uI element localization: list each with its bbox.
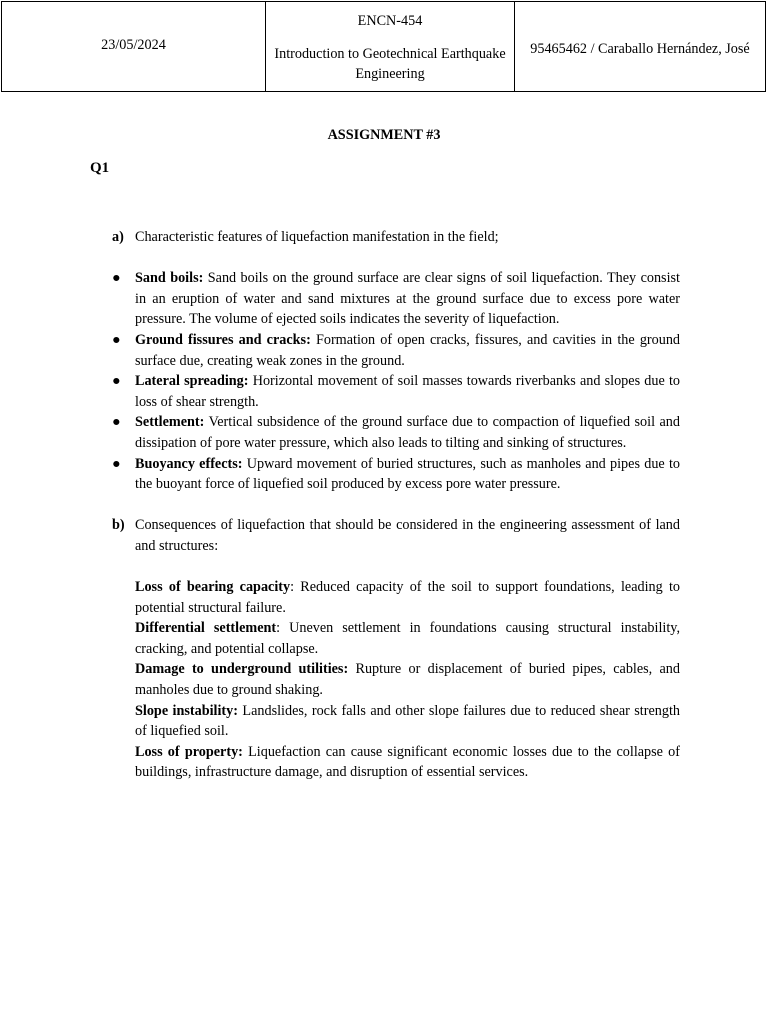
consequence-text: : Reduced capacity of the soil to support foundations, leading to potential structural failure. (135, 579, 680, 616)
bullet-term: Sand boils: (135, 270, 204, 287)
list-item (90, 412, 680, 453)
bullet-text: Horizontal movement of soil masses towards riverbanks and slopes due to loss of shear strength. (135, 373, 681, 410)
consequence-item (90, 577, 680, 618)
bullet-icon: ● (112, 414, 121, 431)
course-code: ENCN-454 (357, 13, 423, 29)
consequence-term: Slope instability: (135, 702, 238, 719)
consequence-term: Loss of bearing capacity (135, 579, 291, 596)
consequence-text: Liquefaction can cause significant economic losses due to the collapse of buildings, infrastructure damage, and disruption of essential services. (135, 743, 680, 781)
bullet-term: Buoyancy effects: (135, 455, 243, 472)
list-item (90, 268, 680, 330)
course-name: Introduction to Geotechnical Earthquake Engineering (274, 46, 506, 82)
bullet-icon: ● (112, 455, 121, 472)
bullet-icon: ● (112, 373, 121, 390)
bullet-term: Settlement: (135, 414, 205, 431)
list-item (90, 371, 680, 412)
bullet-term: Ground fissures and cracks: (135, 331, 311, 348)
list-item (90, 454, 680, 495)
consequence-term: Differential settlement (135, 620, 277, 637)
consequence-text: Landslides, rock falls and other slope failures due to reduced shear strength of liquefied soil. (135, 702, 680, 740)
consequence-item (90, 701, 680, 742)
bullet-term: Lateral spreading: (135, 373, 249, 390)
bullet-icon: ● (112, 270, 121, 287)
consequence-item (90, 659, 680, 700)
bullet-text: Vertical subsidence of the ground surface due to compaction of liquefied soil and dissipation of pore water pressure, which also leads to tilting and sinking of structures. (135, 414, 680, 451)
part-a-marker: a) (112, 229, 124, 245)
part-a-heading (90, 227, 680, 248)
student-cell (515, 2, 766, 92)
student-id-name: 95465462 / Caraballo Hernández, José (530, 41, 750, 57)
bullet-text: Sand boils on the ground surface are clear signs of soil liquefaction. They consist in an eruption of water and sand mixtures at the ground surface due to excess pore water pressure. The volume of ejected soils indicates the severity of liquefaction. (135, 270, 680, 328)
question-label: Q1 (90, 160, 110, 176)
consequence-term: Damage to underground utilities: (135, 661, 349, 678)
consequence-text: : Uneven settlement in foundations causing structural instability, cracking, and potential collapse. (135, 620, 681, 657)
answer-content (90, 227, 680, 783)
bullet-text: Upward movement of buried structures, such as manholes and pipes due to the buoyant force of liquefied soil produced by excess pore water pressure. (135, 455, 680, 493)
part-b-text: Consequences of liquefaction that should be considered in the engineering assessment of land and structures: (135, 517, 680, 554)
consequence-item (90, 618, 680, 659)
bullet-text: Formation of open cracks, fissures, and cavities in the ground surface due, creating weak zones in the ground. (135, 331, 681, 369)
part-a-text: Characteristic features of liquefaction manifestation in the field; (135, 229, 499, 245)
header-table (1, 1, 766, 92)
consequence-text: Rupture or displacement of buried pipes, cables, and manholes due to ground shaking. (135, 661, 680, 699)
assignment-title: ASSIGNMENT #3 (327, 127, 441, 143)
part-b-heading (90, 515, 680, 556)
date: 23/05/2024 (101, 36, 166, 53)
consequence-term: Loss of property: (135, 743, 243, 760)
part-b-marker: b) (112, 517, 125, 534)
course-cell (266, 2, 515, 92)
date-cell (2, 2, 266, 92)
list-item (90, 330, 680, 371)
consequence-item (90, 742, 680, 783)
bullet-icon: ● (112, 331, 121, 348)
